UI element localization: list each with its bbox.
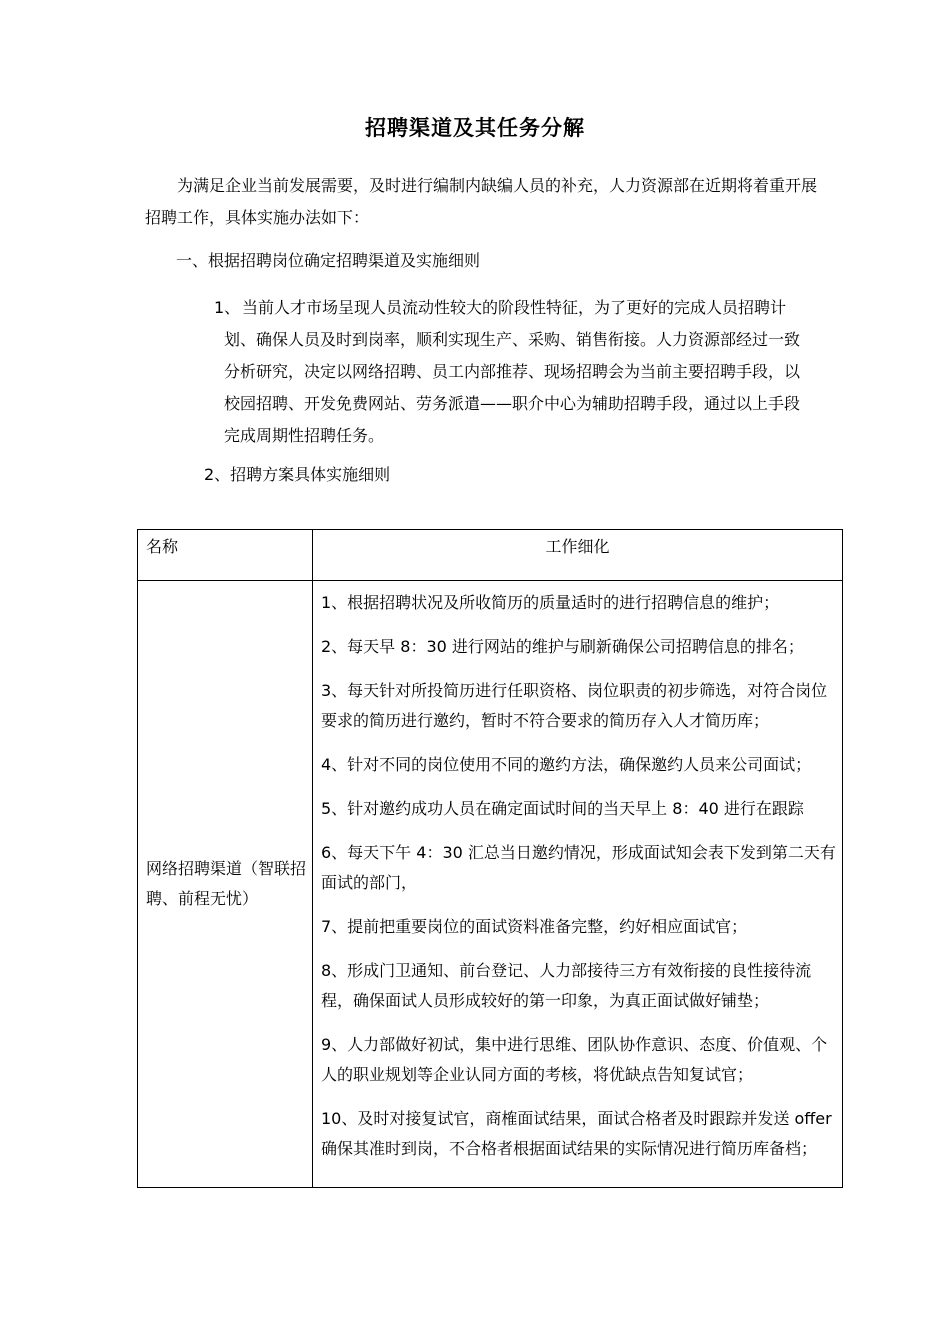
task-item: 8、形成门卫通知、前台登记、人力部接待三方有效衔接的良性接待流程，确保面试人员形成较好的第一印象，为真正面试做好铺垫； (321, 961, 812, 1010)
table-header-row (138, 530, 843, 581)
document-title: 招聘渠道及其任务分解 (365, 116, 585, 140)
intro-paragraph: 为满足企业当前发展需要，及时进行编制内缺编人员的补充，人力资源部在近期将着重开展招聘工作，具体实施办法如下： (145, 176, 818, 227)
task-item: 6、每天下午 4：30 汇总当日邀约情况，形成面试知会表下发到第二天有面试的部门， (321, 843, 836, 892)
list-item-number: 1、 (214, 298, 241, 317)
task-item: 9、人力部做好初试，集中进行思维、团队协作意识、态度、价值观、个人的职业规划等企业认同方面的考核，将优缺点告知复试官； (321, 1035, 828, 1084)
header-name: 名称 (138, 530, 313, 581)
section-heading: 一、根据招聘岗位确定招聘渠道及实施细则 (176, 251, 481, 270)
task-item: 2、每天早 8：30 进行网站的维护与刷新确保公司招聘信息的排名； (321, 637, 804, 656)
list-item-text: 当前人才市场呈现人员流动性较大的阶段性特征，为了更好的完成人员招聘计划、确保人员及时到岗率，顺利实现生产、采购、销售衔接。人力资源部经过一致分析研究，决定以网络招聘、员工内部推荐、现场招聘会为当前主要招聘手段，以校园招聘、开发免费网站、劳务派遣——职介中心为辅助招聘手段，通过以上手段完成周期性招聘任务。 (224, 298, 801, 445)
task-item: 10、及时对接复试官，商榷面试结果，面试合格者及时跟踪并发送 offer 确保其准时到岗，不合格者根据面试结果的实际情况进行简历库备档； (321, 1109, 832, 1158)
task-item: 5、针对邀约成功人员在确定面试时间的当天早上 8：40 进行在跟踪 (321, 799, 804, 818)
task-item: 1、根据招聘状况及所收简历的质量适时的进行招聘信息的维护； (321, 593, 780, 612)
task-item: 3、每天针对所投简历进行任职资格、岗位职责的初步筛选，对符合岗位要求的简历进行邀约，暂时不符合要求的简历存入人才简历库； (321, 681, 828, 730)
task-item: 7、提前把重要岗位的面试资料准备完整，约好相应面试官； (321, 917, 748, 936)
task-table (137, 529, 843, 1188)
table-row (138, 581, 843, 1188)
list-item-2: 2、招聘方案具体实施细则 (204, 465, 391, 484)
task-list-cell (313, 581, 843, 1188)
task-item: 4、针对不同的岗位使用不同的邀约方法，确保邀约人员来公司面试； (321, 755, 812, 774)
channel-name-cell: 网络招聘渠道（智联招聘、前程无忧） (138, 581, 313, 1188)
list-item-1 (214, 292, 814, 452)
header-detail: 工作细化 (313, 530, 843, 581)
